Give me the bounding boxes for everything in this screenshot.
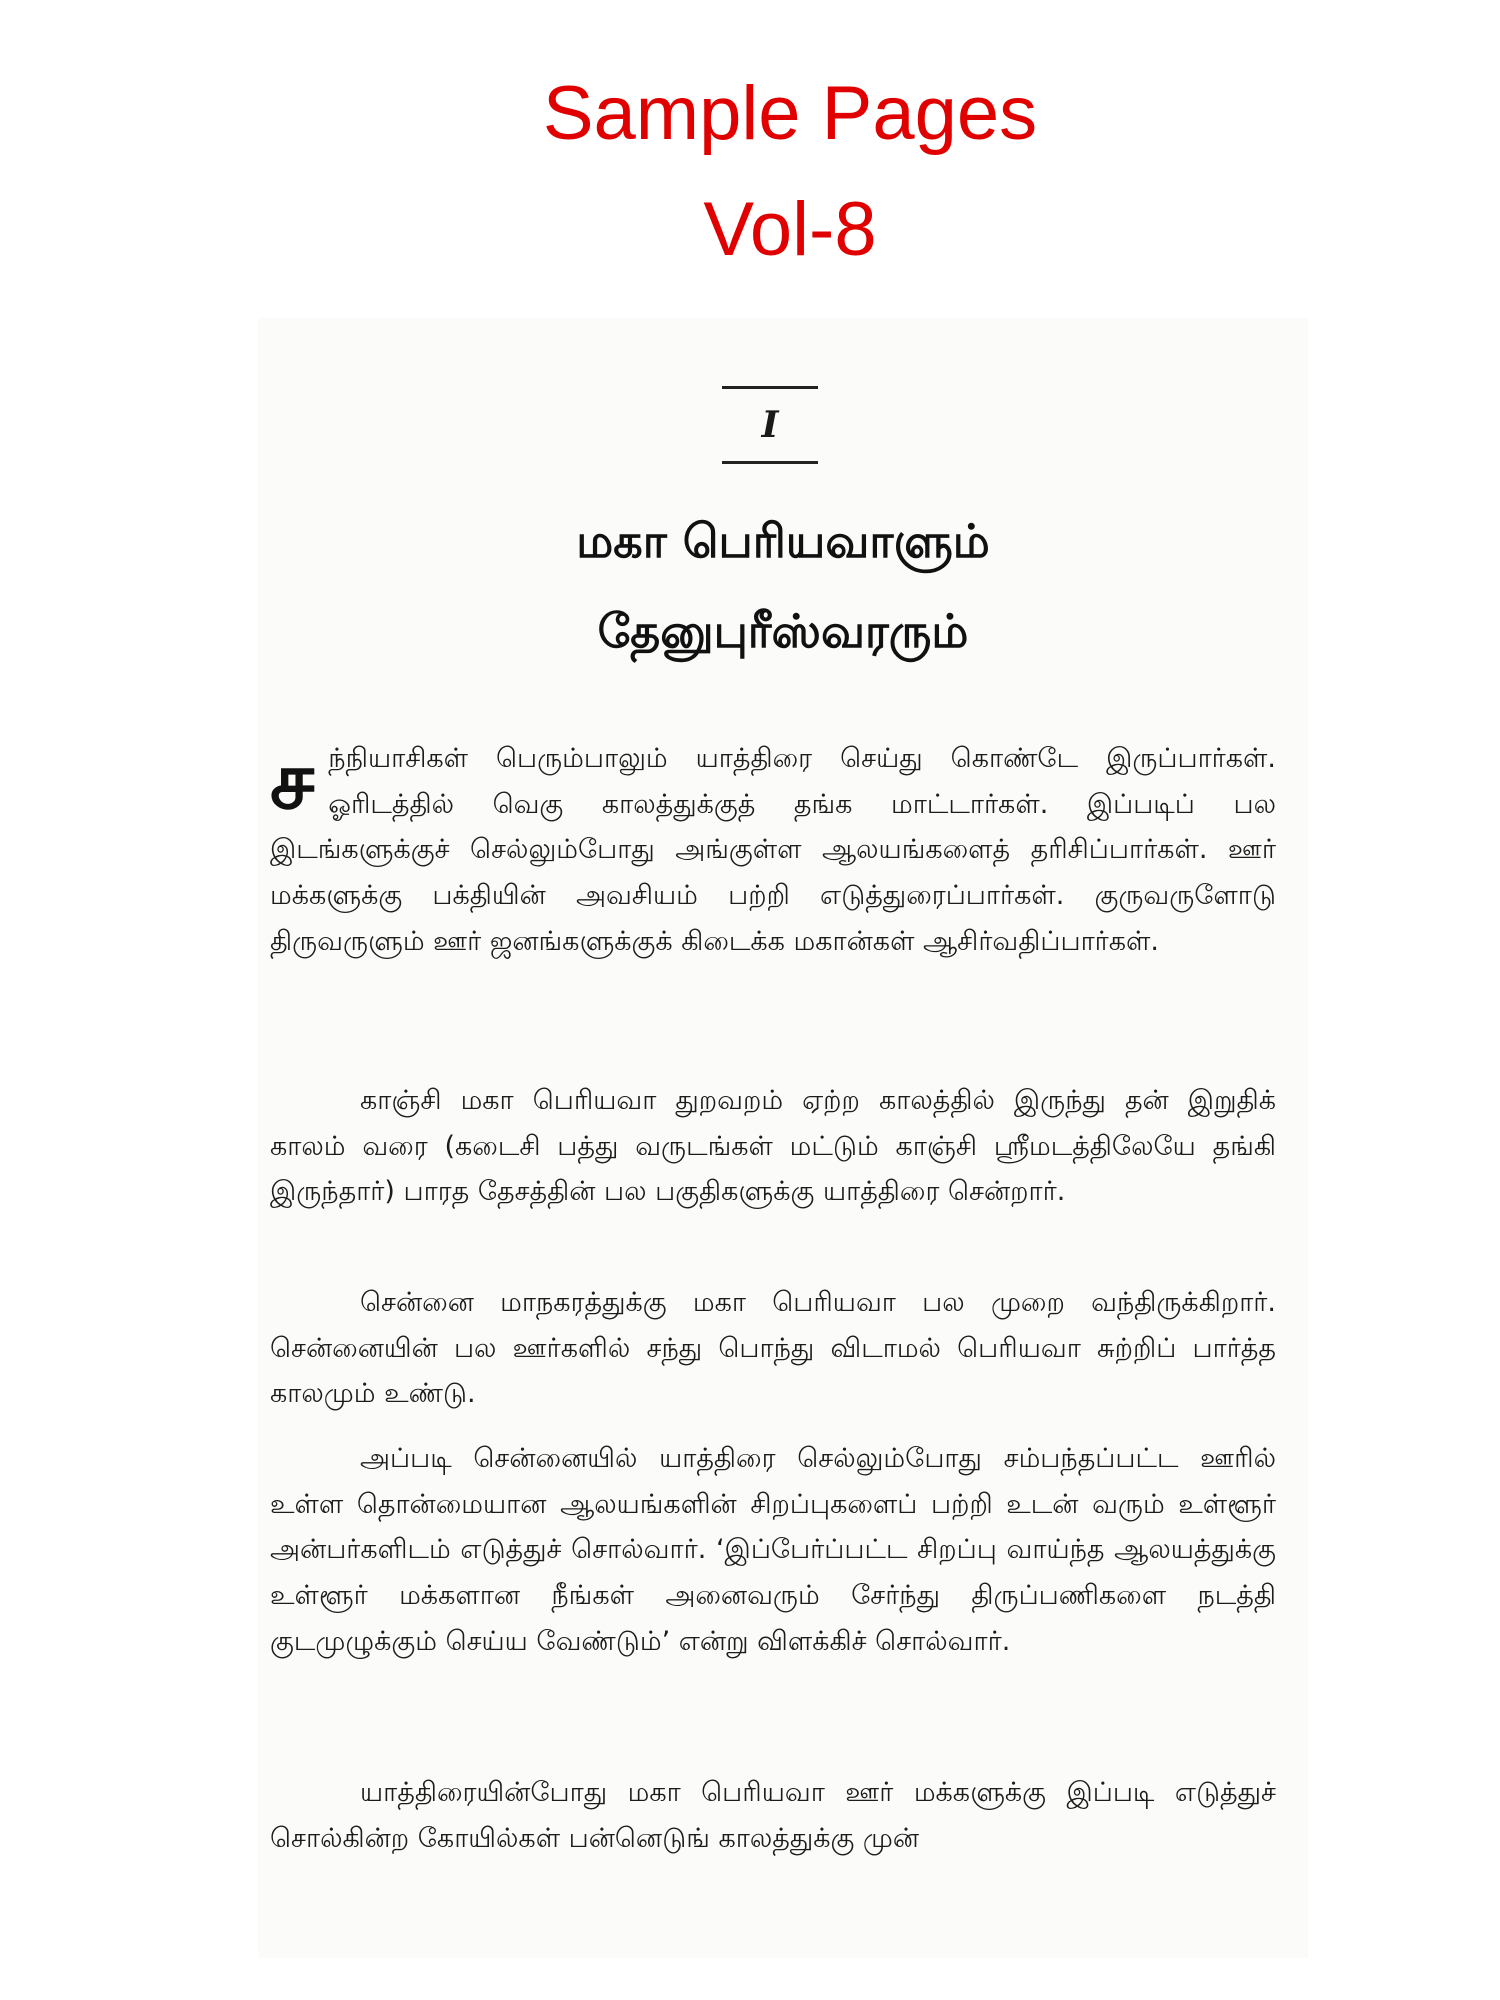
drop-cap-letter: ச [270, 734, 315, 827]
paragraph-1-text: ந்நியாசிகள் பெரும்பாலும் யாத்திரை செய்து கொண்டே இருப்பார்கள். ஓரிடத்தில் வெகு காலத்துக்குத் தங்க மாட்டார்கள். இப்படிப் பல இடங்களுக்குச் செல்லும்போது அங்குள்ள ஆலயங்களைத் தரிசிப்பார்கள். ஊர் மக்களுக்கு பக்தியின் அவசியம் பற்றி எடுத்துரைப்பார்கள். குருவருளோடு திருவருளும் ஊர் ஜனங்களுக்குக் கிடைக்க மகான்கள் ஆசிர்வதிப்பார்கள். [270, 743, 1276, 957]
volume-label: Vol-8 [703, 187, 877, 272]
paragraph-1 [270, 736, 1276, 965]
chapter-number: I [722, 386, 818, 464]
sample-pages-label: Sample Pages [542, 71, 1038, 156]
paragraph-3: சென்னை மாநகரத்துக்கு மகா பெரியவா பல முறை வந்திருக்கிறார். சென்னையின் பல ஊர்களில் சந்து பொந்து விடாமல் பெரியவா சுற்றிப் பார்த்த காலமும் உண்டு. [270, 1287, 1276, 1410]
chapter-title-line-2: தேனுபுரீஸ்வரரும் [597, 604, 969, 658]
paragraph-5: யாத்திரையின்போது மகா பெரியவா ஊர் மக்களுக்கு இப்படி எடுத்துச் சொல்கின்ற கோயில்கள் பன்னெடுங் காலத்துக்கு முன் [270, 1777, 1276, 1854]
chapter-title-line-1: மகா பெரியவாளும் [576, 514, 990, 568]
paragraph-4: அப்படி சென்னையில் யாத்திரை செல்லும்போது சம்பந்தப்பட்ட ஊரில் உள்ள தொன்மையான ஆலயங்களின் சிறப்புகளைப் பற்றி உடன் வரும் உள்ளூர் அன்பர்களிடம் எடுத்துச் சொல்வார். ‘இப்பேர்ப்பட்ட சிறப்பு வாய்ந்த ஆலயத்துக்கு உள்ளூர் மக்களான நீங்கள் அனைவரும் சேர்ந்து திருப்பணிகளை நடத்தி குடமுழுக்கும் செய்ய வேண்டும்’ என்று விளக்கிச் சொல்வார். [270, 1443, 1276, 1657]
paragraph-2: காஞ்சி மகா பெரியவா துறவறம் ஏற்ற காலத்தில் இருந்து தன் இறுதிக் காலம் வரை (கடைசி பத்து வருடங்கள் மட்டும் காஞ்சி ஸ்ரீமடத்திலேயே தங்கி இருந்தார்) பாரத தேசத்தின் பல பகுதிகளுக்கு யாத்திரை சென்றார். [270, 1085, 1276, 1208]
